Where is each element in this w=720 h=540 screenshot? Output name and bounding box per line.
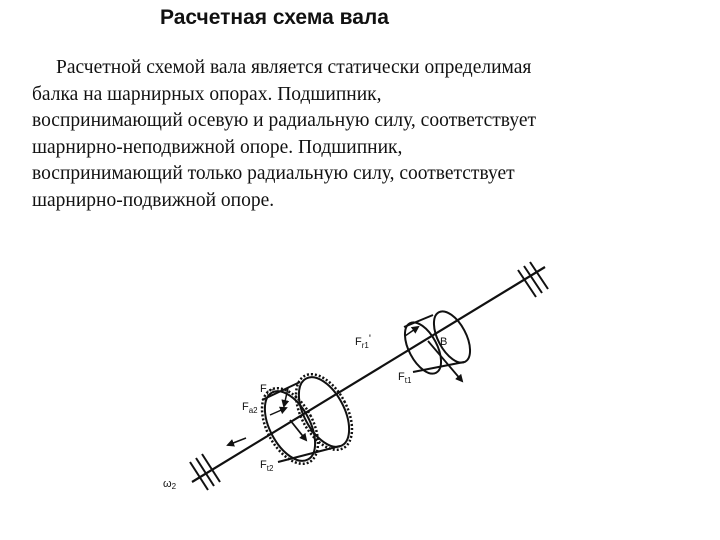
label-ft1 [398,371,412,385]
body-line: воспринимающий осевую и радиальную силу, соответствует [32,110,537,131]
axial-arrow [228,438,246,445]
label-fr1-sub: r1 [361,341,369,350]
label-fr2 [260,383,274,397]
label-fr2-main: F [260,383,267,395]
body-line: Расчетной схемой вала является статически определимая [56,57,532,78]
slide-title: Расчетная схема вала [160,6,389,29]
support-hatch-left [190,454,220,490]
label-omega-sub: 2 [171,482,177,491]
label-fa2-main: F [242,401,249,413]
force-ft2-arrow [290,420,306,440]
label-fr1 [355,333,371,350]
gear-wheel-2 [250,365,363,473]
force-fr1-arrow [405,327,418,336]
body-line: воспринимающий только радиальную силу, соответствует [32,163,515,184]
label-b: B [440,336,448,348]
label-ft2-sub: t2 [266,464,274,473]
label-fr2-sub: r2 [266,388,274,397]
force-fa2-arrow [270,408,286,415]
body-line: шарнирно-подвижной опоре. [32,189,275,211]
label-ft1-sub: t1 [404,376,412,385]
body-line: шарнирно-неподвижной опоре. Подшипник, [32,136,403,158]
shaft-axis [192,267,545,482]
label-ft1-main: F [398,371,405,383]
label-ft2-main: F [260,459,267,471]
label-ft2 [260,459,274,473]
label-fa2 [242,401,258,415]
label-fa2-sub: a2 [248,406,258,415]
label-fr1-main: F [355,336,362,348]
body-line: балка на шарнирных опорах. Подшипник, [32,83,382,105]
label-omega [163,478,177,491]
label-omega-main: ω [163,478,172,490]
label-fr1-prime: ' [368,333,371,345]
gear-wheel-1 [397,306,477,380]
